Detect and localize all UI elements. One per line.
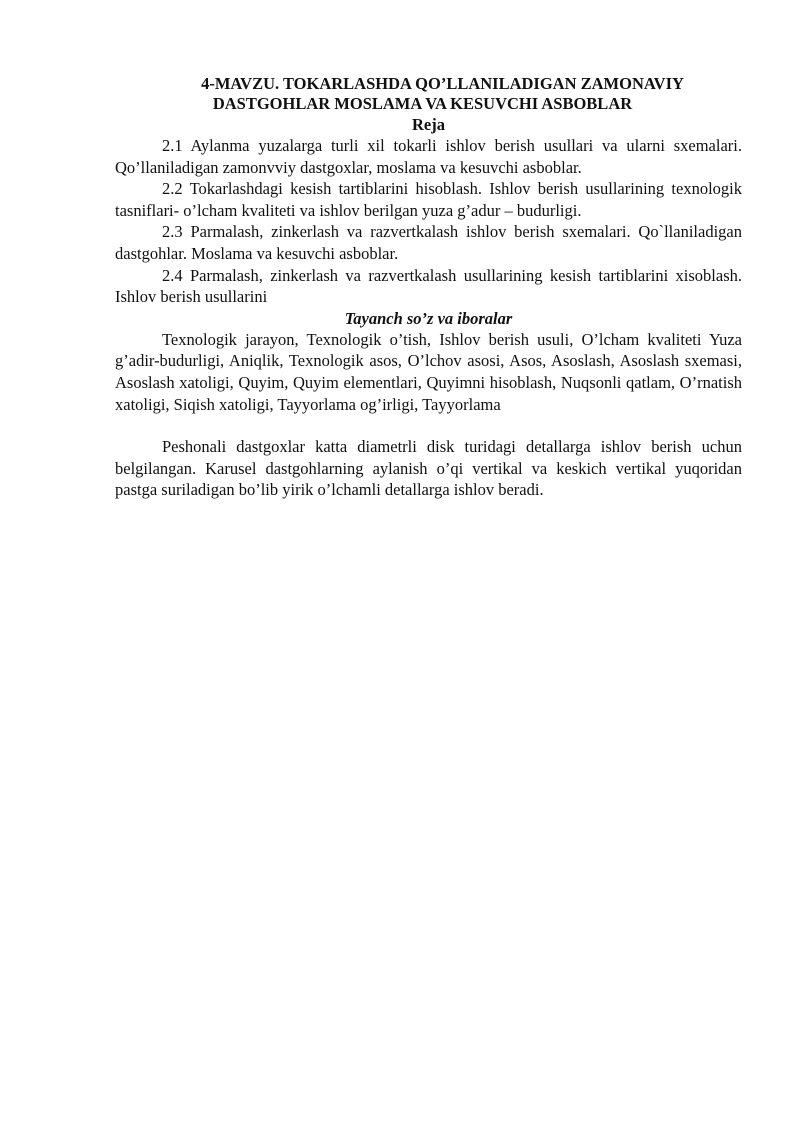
plan-item-2-4: 2.4 Parmalash, zinkerlash va razvertkalash usullarining kesish tartiblarini xisoblash. Ishlov berish usullarini xyxy=(115,265,742,307)
keywords-heading: Tayanch so’z va iboralar xyxy=(344,308,513,328)
title-line-1: 4-MAVZU. TOKARLASHDA QO’LLANILADIGAN ZAMONAVIY xyxy=(201,74,684,93)
blank-line xyxy=(115,415,742,436)
plan-item-2-2: 2.2 Tokarlashdagi kesish tartiblarini hisoblash. Ishlov berish usullarining texnologik tasniflari- o’lcham kvaliteti va ishlov berilgan yuza g’adur – budurligi. xyxy=(115,179,742,220)
document-page xyxy=(115,74,742,501)
keywords-paragraph: Texnologik jarayon, Texnologik o’tish, Ishlov berish usuli, O’lcham kvaliteti Yuza g’adir-budurligi, Aniqlik, Texnologik asos, O’lchov asosi, Asos, Asoslash, Asoslash sxemasi, Asoslash xatoligi, Quyim, Quyim elementlari, Quyimni hisoblash, Nuqsonli qatlam, O’rnatish xatoligi, Siqish xatoligi, Tayyorlama og’irligi, Tayyorlama xyxy=(115,329,742,414)
title-line-2: DASTGOHLAR MOSLAMA VA KESUVCHI ASBOBLAR xyxy=(212,94,633,113)
plan-heading: Reja xyxy=(412,115,445,134)
body-paragraph: Peshonali dastgoxlar katta diametrli disk turidagi detallarga ishlov berish uchun belgilangan. Karusel dastgohlarning aylanish o’qi vertikal va keskich vertikal yuqoridan pastga suriladigan bo’lib yirik o’lchamli detallarga ishlov beradi. xyxy=(115,437,742,500)
plan-item-2-1: 2.1 Aylanma yuzalarga turli xil tokarli ishlov berish usullari va ularni sxemalari. Qo’llaniladigan zamonvviy dastgoxlar, moslama va kesuvchi asboblar. xyxy=(115,136,742,177)
plan-item-2-3: 2.3 Parmalash, zinkerlash va razvertkalash ishlov berish sxemalari. Qo`llaniladigan dastgohlar. Moslama va kesuvchi asboblar. xyxy=(115,222,742,263)
document-title xyxy=(115,74,742,114)
